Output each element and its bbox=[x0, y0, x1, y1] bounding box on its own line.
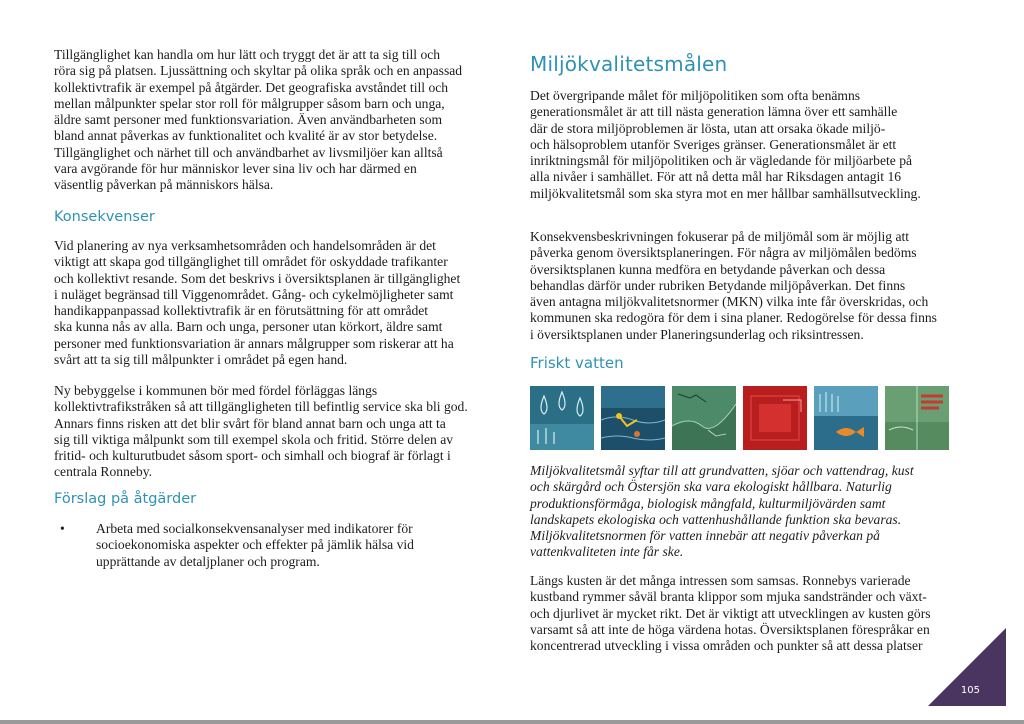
text-line: koncentrerad utveckling i vissa områden och punkter så att dessa platser bbox=[530, 638, 923, 654]
text-line: inriktningsmål för miljöpolitiken och är vägledande för miljöarbete på bbox=[530, 153, 913, 169]
text-line: Tillgänglighet och närhet till och användbarhet av livsmiljöer kan alltså bbox=[54, 144, 443, 160]
text-line: fritid- och kulturutbudet såsom sport- och simhall och biograf är förlagt i bbox=[54, 448, 451, 464]
hav-fiske-icon bbox=[814, 386, 878, 450]
text-line: vara avgörande för hur människor lever sina liv och har därmed en bbox=[54, 161, 417, 177]
text-line: miljökvalitetsmål som ska styra mot en mer hållbar samhällsutveckling. bbox=[530, 185, 921, 201]
environmental-goal-icons bbox=[530, 386, 948, 450]
friskt-vatten-heading: Friskt vatten bbox=[530, 354, 624, 372]
text-line: kustband rymmer såväl branta klippor som mjuka sandstränder och växt- bbox=[530, 589, 927, 605]
text-line: Vid planering av nya verksamhetsområden och handelsområden är det bbox=[54, 238, 436, 253]
text-line: väsentlig påverkan på människors hälsa. bbox=[54, 177, 274, 193]
bullet-text bbox=[96, 521, 476, 570]
text-line: även antagna miljökvalitetsnormer (MKN) vilka inte får överskridas, och bbox=[530, 294, 929, 310]
text-line: och djurlivet är mycket rikt. Det är viktigt att utvecklingen av kusten görs bbox=[530, 605, 931, 621]
text-line: äldre samt personer med funktionsvariation. Även användbarheten som bbox=[54, 112, 443, 128]
text-line: röra sig på platsen. Ljussättning och skyltar på olika språk och en anpassad bbox=[54, 63, 463, 79]
generationsmal-paragraph bbox=[530, 88, 970, 202]
text-line: kollektivtrafikstråken så att tillgängligheten till befintlig service ska bli god. bbox=[54, 399, 468, 415]
text-line: Längs kusten är det många intressen som samsas. Ronnebys varierade bbox=[530, 573, 911, 588]
text-line: kollektivtrafik är exempel på åtgärder. Det geografiska avståndet till och bbox=[54, 79, 449, 95]
text-line: generationsmålet är att till nästa generation lämna över ett samhälle bbox=[530, 104, 898, 120]
text-line: alla nivåer i samhället. För att nå detta mål har Riksdagen antagit 16 bbox=[530, 169, 902, 185]
vatmark-icon bbox=[885, 386, 949, 450]
text-line: Konsekvensbeskrivningen fokuserar på de miljömål som är möjlig att bbox=[530, 229, 910, 244]
bottom-edge-rule bbox=[0, 720, 1024, 724]
vatten-red-icon bbox=[743, 386, 807, 450]
miljokvalitetsmalen-heading: Miljökvalitetsmålen bbox=[530, 52, 728, 76]
text-line: Miljökvalitetsnormen för vatten innebär att negativ påverkan på bbox=[530, 528, 880, 544]
text-line: behandlas därför under rubriken Betydande miljöpåverkan. Det finns bbox=[530, 277, 906, 293]
text-line: viktigt att skapa god tillgänglighet till området för oskyddade trafikanter bbox=[54, 254, 448, 270]
friskt-vatten-caption bbox=[530, 463, 970, 561]
konsekvenser-heading: Konsekvenser bbox=[54, 209, 155, 225]
page-number: 105 bbox=[960, 685, 980, 696]
text-line: översiktsplanen kunna medföra en betydande påverkan och dessa bbox=[530, 261, 886, 277]
text-line: mellan målpunkter spelar stor roll för målgrupper såsom barn och unga, bbox=[54, 95, 445, 111]
konsekvenser-paragraph-1 bbox=[54, 238, 494, 368]
konsekvensbeskrivning-paragraph bbox=[530, 229, 970, 343]
text-line: centrala Ronneby. bbox=[54, 464, 153, 480]
grundvatten-icon bbox=[530, 386, 594, 450]
text-line: Tillgänglighet kan handla om hur lätt och tryggt det är att ta sig till och bbox=[54, 47, 441, 62]
text-line: svårt att ta sig till målpunkter i området på egen hand. bbox=[54, 352, 348, 368]
text-line: sig till viktiga målpunkt som till exempel skola och fritid. Större delen av bbox=[54, 431, 454, 447]
forslag-heading: Förslag på åtgärder bbox=[54, 491, 197, 507]
text-line: handikappanpassad kollektivtrafik är en förutsättning för att området bbox=[54, 303, 429, 319]
text-line: Annars finns risken att det blir svårt för bland annat barn och unga att ta bbox=[54, 415, 446, 431]
text-line: Ny bebyggelse i kommunen bör med fördel förläggas längs bbox=[54, 383, 378, 398]
text-line: vattenkvaliteten inte får ske. bbox=[530, 544, 684, 560]
text-line: och hälsoproblem utanför Sveriges gränser. Generationsmålet är ett bbox=[530, 136, 897, 152]
text-line: och kollektivt resande. Som det beskrivs i översiktsplanen är tillgänglighet bbox=[54, 270, 461, 286]
text-line: upprättande av detaljplaner och program. bbox=[96, 553, 320, 569]
sjoar-vattendrag-icon bbox=[601, 386, 665, 450]
text-line: landskapets ekologiska och vattenhushållande funktion ska bevaras. bbox=[530, 511, 902, 527]
text-line: varsamt så att inte de höga värdena hotas. Översiktsplanen förespråkar en bbox=[530, 621, 930, 637]
hav-kust-icon bbox=[672, 386, 736, 450]
text-line: där de stora miljöproblemen är lösta, utan att orsaka ökade miljö- bbox=[530, 120, 886, 136]
text-line: socioekonomiska aspekter och effekter på jämlik hälsa vid bbox=[96, 537, 414, 553]
text-line: påverka genom översiktsplaneringen. För några av miljömålen bedöms bbox=[530, 245, 917, 261]
text-line: Arbeta med socialkonsekvensanalyser med indikatorer för bbox=[96, 521, 413, 536]
text-line: och skärgård och Östersjön ska vara ekologiskt hållbara. Naturlig bbox=[530, 479, 892, 495]
text-line: Det övergripande målet för miljöpolitiken som ofta benämns bbox=[530, 88, 861, 103]
intro-paragraph bbox=[54, 47, 494, 194]
text-line: i översiktsplanen under Planeringsunderlag och riksintressen. bbox=[530, 326, 864, 342]
bullet-icon: • bbox=[60, 521, 65, 536]
text-line: produktionsförmåga, biologisk mångfald, kulturmiljövärden samt bbox=[530, 495, 886, 511]
text-line: Miljökvalitetsmål syftar till att grundvatten, sjöar och vattendrag, kust bbox=[530, 463, 914, 478]
text-line: personer med funktionsvariation är annars målgrupper som riskerar att ha bbox=[54, 335, 454, 351]
kusten-paragraph bbox=[530, 573, 970, 654]
text-line: bland annat påverkas av funktionalitet och kvalité är av stor betydelse. bbox=[54, 128, 438, 144]
konsekvenser-paragraph-2 bbox=[54, 383, 494, 481]
text-line: kommunen ska redogöra för dem i sina planer. Redogörelse för dessa finns bbox=[530, 310, 937, 326]
text-line: i nuläget begränsad till Viggenområdet. Gång- och cykelmöjligheter samt bbox=[54, 286, 454, 302]
text-line: ska kunna nås av alla. Barn och unga, personer utan körkort, äldre samt bbox=[54, 319, 443, 335]
